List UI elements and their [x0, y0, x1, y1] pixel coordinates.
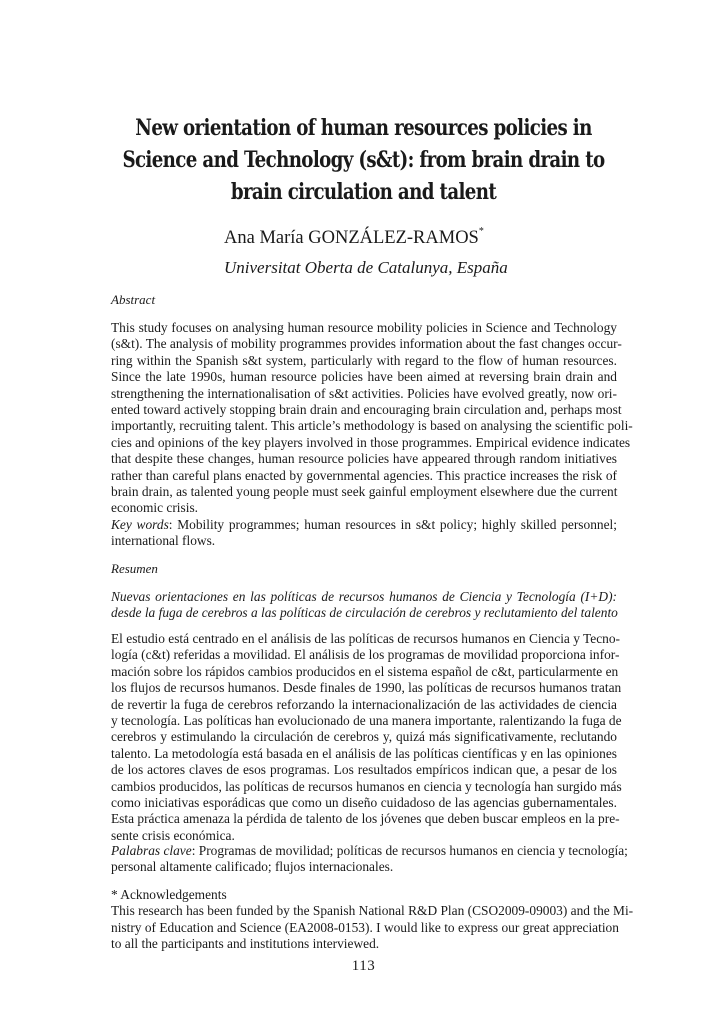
- author-affiliation: Universitat Oberta de Catalunya, España: [224, 258, 508, 277]
- resumen-line: como iniciativas esporádicas que como un diseño cuidadoso de las agencias gubernamentales.: [111, 794, 617, 810]
- abstract-line: that despite these changes, human resource policies have appeared through random initiatives: [111, 451, 617, 467]
- abstract-line: Since the late 1990s, human resource policies have been aimed at reversing brain drain and: [111, 369, 617, 385]
- resumen-line: los flujos de recursos humanos. Desde finales de 1990, las políticas de recursos humanos tratan: [111, 680, 622, 696]
- abstract-line: This study focuses on analysing human resource mobility policies in Science and Technology: [111, 320, 617, 335]
- resumen-line: sente crisis económica.: [111, 827, 235, 843]
- abstract-line: cies and opinions of the key players involved in those programmes. Empirical evidence indicates: [111, 434, 631, 450]
- resumen-line: y tecnología. Las políticas han evolucionado de una manera importante, ralentizando la fuga de: [111, 712, 622, 728]
- resumen-line: El estudio está centrado en el análisis de las políticas de recursos humanos en Ciencia y Tecno-: [111, 631, 620, 646]
- footnote-line: to all the participants and institutions interviewed.: [111, 936, 380, 952]
- title-line: Science and Technology (s&t): from brain drain to: [122, 147, 605, 173]
- abstract-heading: Abstract: [111, 292, 156, 307]
- resumen-line: mación sobre los rápidos cambios producidos en el sistema español de c&t, particularmente en: [111, 663, 619, 679]
- resumen-title-line: Nuevas orientaciones en las políticas de recursos humanos de Ciencia y Tecnología (I+D):: [111, 589, 617, 604]
- resumen-line: logía (c&t) referidas a movilidad. El análisis de los programas de movilidad proporciona infor-: [111, 647, 620, 663]
- abstract-line: rather than careful plans enacted by governmental agencies. This practice increases the risk of: [111, 467, 617, 483]
- abstract-line: importantly, recruiting talent. This article’s methodology is based on analysing the scientific poli-: [111, 418, 633, 434]
- resumen-title-line: desde la fuga de cerebros a las políticas de circulación de cerebros y reclutamiento del talento: [111, 605, 618, 621]
- footnote-line: nistry of Education and Science (EA2008-0153). I would like to express our great appreciation: [111, 919, 619, 935]
- resumen-line: cerebros y estimulando la circulación de cerebros y, quizá más significativamente, reclutando: [111, 729, 617, 745]
- resumen-body: [111, 631, 622, 844]
- footnote-heading: * Acknowledgements: [111, 887, 227, 902]
- resumen-keywords: [111, 843, 628, 876]
- resumen-line: Esta práctica amenaza la pérdida de talento de los jóvenes que deben buscar empleos en la pre-: [111, 811, 620, 827]
- resumen-heading: Resumen: [111, 561, 158, 576]
- abstract-line: brain drain, as talented young people must seek gainful employment elsewhere due the current: [111, 483, 618, 499]
- abstract-line: strengthening the internationalisation of s&t activities. Policies have evolved greatly, now ori-: [111, 385, 617, 401]
- resumen-line: de los actores claves de esos programas. Los resultados empíricos indican que, a pesar de los: [111, 762, 617, 778]
- abstract-line: (s&t). The analysis of mobility programmes provides information about the fast changes occur-: [111, 336, 622, 352]
- footnote-line: This research has been funded by the Spanish National R&D Plan (CSO2009-09003) and the Mi-: [111, 903, 634, 919]
- abstract-line: ented toward actively stopping brain drain and encouraging brain circulation and, perhaps most: [111, 401, 622, 417]
- abstract-line: ring within the Spanish s&t system, particularly with regard to the flow of human resources.: [111, 352, 617, 368]
- article-title: [108, 112, 618, 208]
- resumen-title: [111, 589, 617, 622]
- keywords-text: : Mobility programmes; human resources in s&t policy; highly skilled personnel;: [168, 517, 617, 532]
- keywords-text: personal altamente calificado; flujos internacionales.: [111, 859, 394, 875]
- author-text: Ana María GONZÁLEZ-RAMOS: [224, 228, 479, 248]
- keywords-label: Palabras clave: [111, 843, 192, 858]
- resumen-line: talento. La metodología está basada en el análisis de las políticas científicas y en las opiniones: [111, 745, 617, 761]
- resumen-line: cambios producidos, las políticas de recursos humanos en ciencia y tecnología han surgido más: [111, 778, 622, 794]
- resumen-line: de revertir la fuga de cerebros reforzando la internacionalización de las actividades de ciencia: [111, 696, 617, 712]
- page-number: 113: [351, 958, 376, 974]
- title-line: New orientation of human resources policies in: [135, 115, 592, 141]
- abstract-body: [111, 320, 633, 517]
- title-line: brain circulation and talent: [230, 179, 497, 205]
- abstract-keywords: [111, 517, 617, 550]
- footnote: [111, 887, 634, 953]
- author-name: [224, 228, 484, 249]
- abstract-line: economic crisis.: [111, 500, 199, 516]
- footnote-marker: *: [478, 226, 484, 237]
- keywords-label: Key words: [111, 517, 169, 532]
- keywords-text: international flows.: [111, 533, 216, 549]
- keywords-text: : Programas de movilidad; políticas de recursos humanos en ciencia y tecnología;: [191, 843, 628, 858]
